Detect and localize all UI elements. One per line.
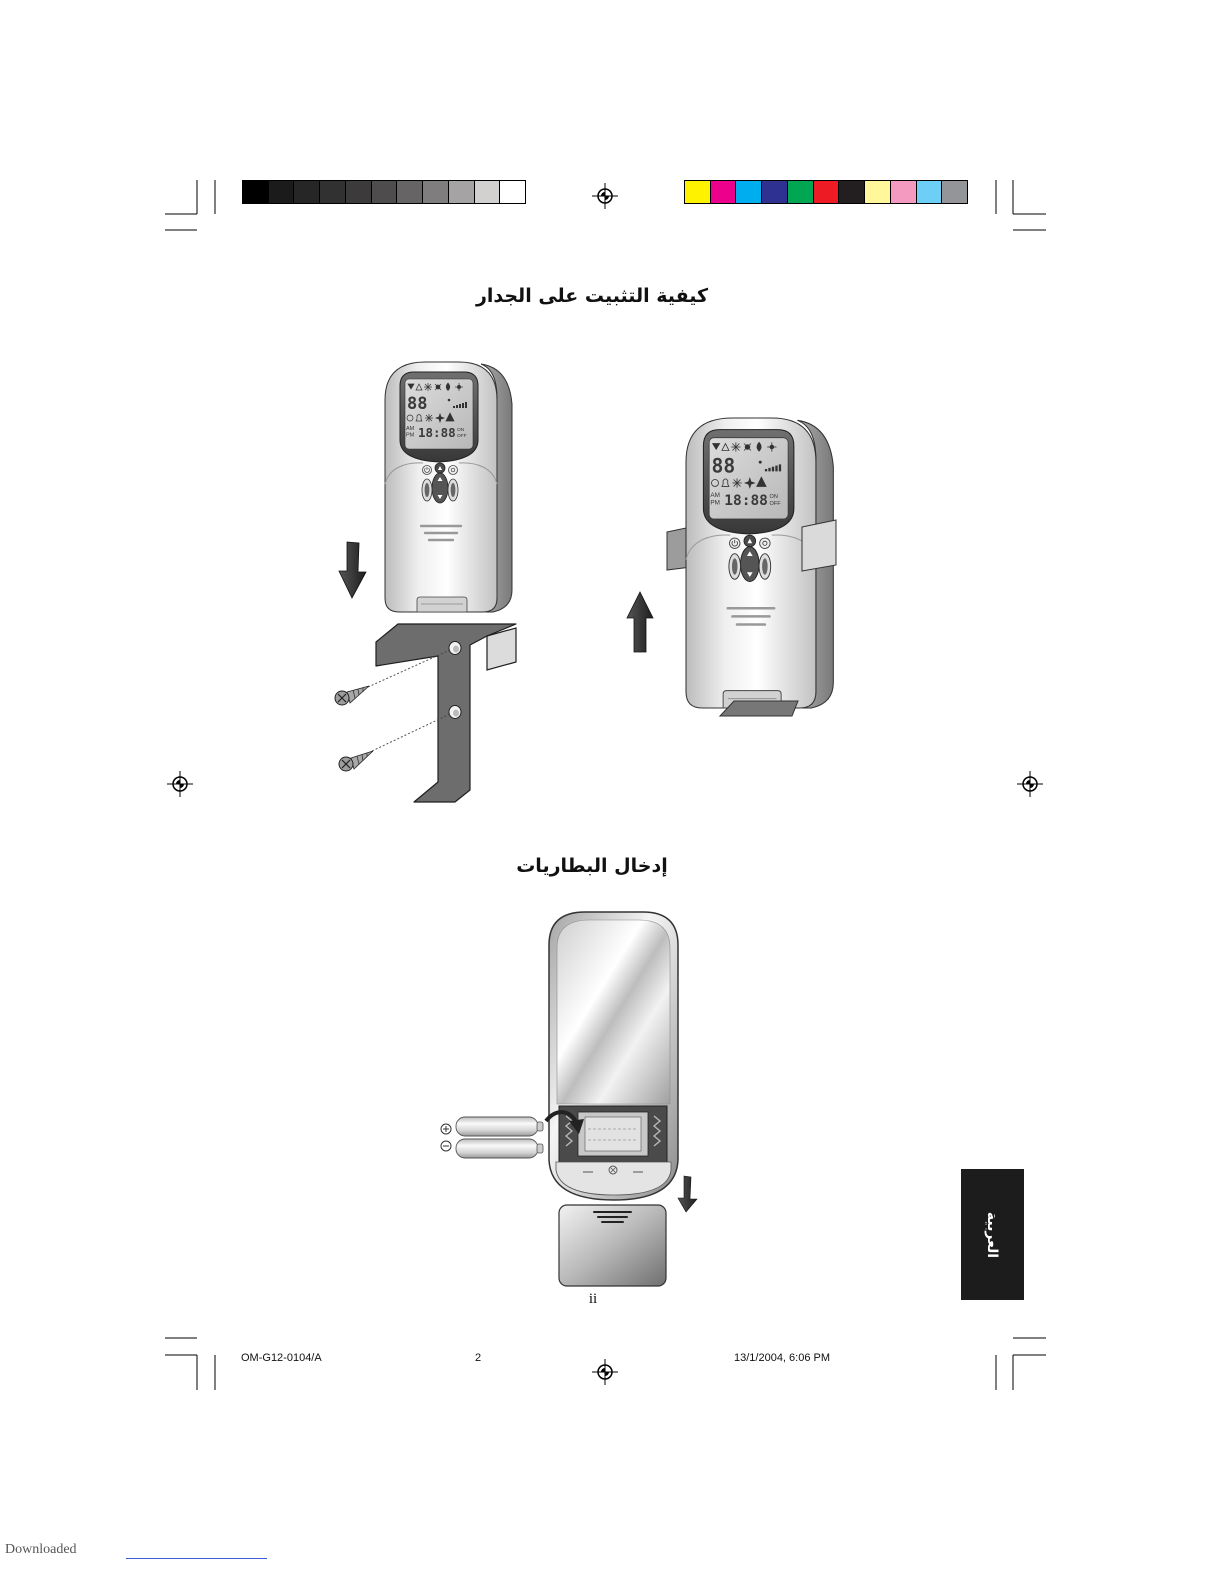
color-swatch-7 [839,181,865,203]
holder-foot [720,701,798,716]
mode-button [449,466,458,475]
footer-timestamp: 13/1/2004, 6:06 PM [734,1352,831,1364]
download-link-underline[interactable] [126,1558,267,1559]
lcd-drop-icon [446,383,450,391]
battery-insertion-heading: إدخال البطاريات [516,855,668,877]
crop-mark-top-right [996,180,1046,230]
battery-terminal [537,1144,543,1153]
color-swatch-9 [891,181,917,203]
remote-control-back [549,912,678,1200]
lcd-star-icon [732,478,741,487]
grayscale-calibration-bar [242,180,526,204]
lcd-am-label: AM [406,426,415,432]
lcd-star-icon [425,414,433,422]
lcd-temperature: 88 [711,454,736,478]
screw-top-icon [335,686,369,705]
grayscale-swatch-3 [294,181,320,203]
wall-mounting-heading: كيفية التثبيت على الجدار [475,285,709,307]
left-pill-button [729,554,741,580]
grayscale-swatch-10 [475,181,501,203]
temperature-rocker-button [432,473,448,503]
color-swatch-8 [865,181,891,203]
grayscale-swatch-1 [243,181,269,203]
down-arrow-slide-cover [678,1176,697,1212]
lcd-timer-off: OFF [769,501,781,507]
grayscale-swatch-5 [346,181,372,203]
language-tab-label: العربية [984,1211,1001,1258]
color-swatch-4 [762,181,788,203]
crop-mark-bottom-left [165,1338,215,1390]
crop-mark-top-left [165,180,215,230]
right-pill-button [759,554,771,580]
grayscale-swatch-8 [423,181,449,203]
power-button [423,466,432,475]
battery-terminal [537,1122,543,1131]
lcd-timer-off: OFF [457,434,467,439]
lcd-timer-on: ON [457,428,465,433]
color-swatch-2 [711,181,737,203]
color-calibration-bar [684,180,968,204]
bottom-slot [417,597,467,612]
registration-mark-right [1017,771,1043,797]
lcd-pm-label: PM [406,432,415,439]
mode-button [760,538,770,548]
wall-bracket [376,624,516,802]
lcd-pm-label: PM [710,499,720,507]
center-top-button [435,463,445,473]
color-swatch-3 [736,181,762,203]
registration-mark-top [592,183,618,209]
lcd-snowflake-icon [731,442,740,451]
temperature-rocker-button [741,547,760,582]
battery-bottom [456,1139,543,1158]
grayscale-swatch-2 [269,181,295,203]
bracket-screw-hole-bottom [449,706,461,719]
minus-polarity-icon [441,1141,451,1151]
color-swatch-1 [685,181,711,203]
registration-mark-left [167,771,193,797]
plus-polarity-icon [441,1124,451,1134]
lcd-fan-icon [435,384,441,390]
lcd-snowflake-icon [424,383,432,391]
grayscale-swatch-11 [500,181,525,203]
center-top-button [744,535,756,547]
screw-bottom-icon [339,751,373,771]
footer-document-code: OM-G12-0104/A [241,1352,322,1364]
holder-right-tab [802,520,836,571]
lcd-temperature: 88 [407,394,428,414]
color-swatch-5 [788,181,814,203]
registration-mark-bottom [592,1359,618,1385]
crop-mark-bottom-right [996,1338,1046,1390]
lcd-timer-on: ON [769,494,778,501]
lcd-clock: 18:88 [724,493,768,509]
lcd-drop-icon [757,442,761,451]
remote-control-left [385,362,512,612]
bracket-screw-hole-top [449,642,461,655]
power-button [730,538,740,548]
battery-cover [559,1205,666,1286]
lcd-clock: 18:88 [418,425,456,440]
grayscale-swatch-7 [397,181,423,203]
battery-top [456,1117,543,1136]
color-swatch-10 [917,181,943,203]
grayscale-swatch-9 [449,181,475,203]
footer-page-number: 2 [475,1352,482,1364]
grayscale-swatch-4 [320,181,346,203]
down-arrow-insert-remote [339,542,366,598]
left-pill-button [422,479,432,501]
up-arrow-mount-remote [627,592,653,652]
remote-back-gloss [557,920,670,1104]
lcd-fan-icon [744,444,751,451]
download-note: Downloaded [5,1542,77,1557]
bracket-flange [487,628,516,670]
color-swatch-11 [942,181,967,203]
page-number-roman: ii [588,1291,598,1307]
grayscale-swatch-6 [372,181,398,203]
lcd-am-label: AM [710,491,720,499]
right-pill-button [448,479,458,501]
language-tab [961,1169,1024,1300]
color-swatch-6 [814,181,840,203]
